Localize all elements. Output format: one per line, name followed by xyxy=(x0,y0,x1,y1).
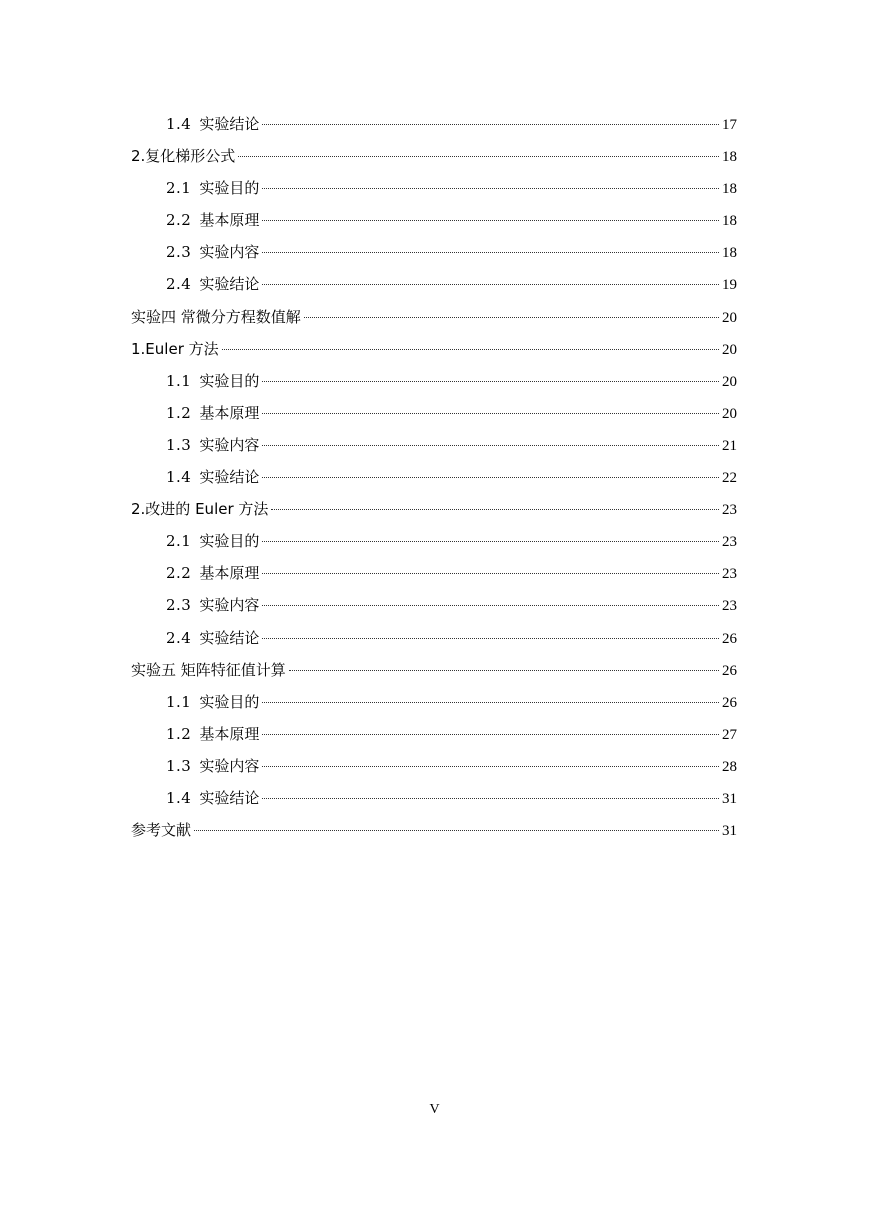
toc-entry-page-number: 18 xyxy=(722,181,737,198)
toc-entry-title: 实验内容 xyxy=(199,243,260,262)
dot-leader xyxy=(262,252,719,253)
dot-leader xyxy=(262,381,719,382)
toc-entry[interactable] xyxy=(131,589,737,621)
toc-entry-title: 基本原理 xyxy=(199,564,260,583)
page-number-footer: V xyxy=(429,1102,440,1117)
toc-entry-title: 参考文献 xyxy=(131,821,192,840)
table-of-contents xyxy=(131,108,737,846)
toc-entry[interactable] xyxy=(131,140,737,172)
toc-entry-number: 2.3 xyxy=(166,243,192,262)
dot-leader xyxy=(304,317,719,318)
toc-entry-title: 实验结论 xyxy=(199,275,260,294)
toc-entry-page-number: 23 xyxy=(722,566,737,583)
dot-leader xyxy=(194,830,719,831)
toc-entry-page-number: 31 xyxy=(722,790,737,807)
dot-leader xyxy=(262,766,719,767)
toc-entry-number: 2.2 xyxy=(166,211,192,230)
toc-entry-page-number: 21 xyxy=(722,437,737,454)
dot-leader xyxy=(262,124,719,125)
dot-leader xyxy=(262,638,719,639)
toc-entry-page-number: 26 xyxy=(722,662,737,679)
dot-leader xyxy=(262,734,719,735)
toc-entry[interactable] xyxy=(131,782,737,814)
toc-entry-title: 实验目的 xyxy=(199,371,260,390)
toc-entry-title: 实验五 矩阵特征值计算 xyxy=(131,660,286,679)
toc-entry-title: 实验内容 xyxy=(199,596,260,615)
toc-entry[interactable] xyxy=(131,718,737,750)
toc-entry-title: 基本原理 xyxy=(199,724,260,743)
toc-entry[interactable] xyxy=(131,654,737,686)
toc-entry-number: 2.1 xyxy=(166,179,192,198)
toc-entry-page-number: 27 xyxy=(722,726,737,743)
toc-entry-page-number: 22 xyxy=(722,470,737,487)
dot-leader xyxy=(289,670,719,671)
toc-entry[interactable] xyxy=(131,365,737,397)
toc-entry[interactable] xyxy=(131,108,737,140)
toc-entry-title: 2.改进的 Euler 方法 xyxy=(131,500,269,519)
toc-entry-page-number: 20 xyxy=(722,341,737,358)
dot-leader xyxy=(262,445,719,446)
toc-entry-title: 实验四 常微分方程数值解 xyxy=(131,307,301,326)
toc-entry[interactable] xyxy=(131,686,737,718)
toc-entry-title: 2.复化梯形公式 xyxy=(131,147,236,166)
toc-entry[interactable] xyxy=(131,268,737,300)
dot-leader xyxy=(262,798,719,799)
toc-entry-title: 实验目的 xyxy=(199,179,260,198)
toc-entry-number: 1.1 xyxy=(166,692,192,711)
dot-leader xyxy=(262,541,719,542)
toc-entry-page-number: 17 xyxy=(722,117,737,133)
dot-leader xyxy=(262,477,719,478)
toc-entry[interactable] xyxy=(131,301,737,333)
toc-entry-page-number: 20 xyxy=(722,405,737,422)
dot-leader xyxy=(262,284,719,285)
toc-entry-page-number: 28 xyxy=(722,758,737,775)
toc-entry-title: 实验结论 xyxy=(199,468,260,487)
toc-entry-number: 2.4 xyxy=(166,275,192,294)
toc-entry-title: 实验目的 xyxy=(199,532,260,551)
toc-entry-number: 2.1 xyxy=(166,532,192,551)
dot-leader xyxy=(262,702,719,703)
toc-entry-page-number: 18 xyxy=(722,213,737,230)
toc-entry-title: 实验结论 xyxy=(199,788,260,807)
toc-entry-title: 基本原理 xyxy=(199,211,260,230)
toc-entry[interactable] xyxy=(131,557,737,589)
dot-leader xyxy=(262,413,719,414)
toc-entry-page-number: 18 xyxy=(722,245,737,262)
toc-entry-title: 1.Euler 方法 xyxy=(131,339,219,358)
toc-entry-number: 1.2 xyxy=(166,403,192,422)
toc-entry-number: 1.4 xyxy=(166,468,192,487)
dot-leader xyxy=(271,509,719,510)
toc-entry[interactable] xyxy=(131,622,737,654)
toc-entry-number: 1.4 xyxy=(166,115,192,133)
toc-entry[interactable] xyxy=(131,429,737,461)
dot-leader xyxy=(262,188,719,189)
toc-entry-page-number: 20 xyxy=(722,309,737,326)
toc-entry-number: 1.1 xyxy=(166,371,192,390)
toc-entry-page-number: 26 xyxy=(722,630,737,647)
toc-entry[interactable] xyxy=(131,750,737,782)
toc-entry[interactable] xyxy=(131,525,737,557)
toc-entry-number: 1.3 xyxy=(166,756,192,775)
dot-leader xyxy=(262,605,719,606)
toc-entry-number: 2.4 xyxy=(166,628,192,647)
toc-entry-number: 1.4 xyxy=(166,788,192,807)
dot-leader xyxy=(262,573,719,574)
dot-leader xyxy=(238,156,719,157)
toc-entry-page-number: 23 xyxy=(722,598,737,615)
toc-entry-number: 1.2 xyxy=(166,724,192,743)
toc-entry-page-number: 18 xyxy=(722,149,737,166)
toc-entry-page-number: 20 xyxy=(722,373,737,390)
toc-entry-page-number: 31 xyxy=(722,823,737,840)
toc-entry-number: 2.3 xyxy=(166,596,192,615)
toc-entry-title: 实验目的 xyxy=(199,692,260,711)
toc-entry[interactable] xyxy=(131,814,737,846)
dot-leader xyxy=(262,220,719,221)
toc-entry-page-number: 26 xyxy=(722,694,737,711)
toc-entry-title: 实验结论 xyxy=(199,115,260,133)
toc-entry[interactable] xyxy=(131,333,737,365)
toc-entry-title: 实验内容 xyxy=(199,435,260,454)
toc-entry-title: 实验内容 xyxy=(199,756,260,775)
toc-entry-title: 基本原理 xyxy=(199,403,260,422)
toc-entry[interactable] xyxy=(131,204,737,236)
toc-entry-page-number: 19 xyxy=(722,277,737,294)
toc-entry[interactable] xyxy=(131,493,737,525)
toc-entry-number: 1.3 xyxy=(166,435,192,454)
toc-entry[interactable] xyxy=(131,397,737,429)
toc-entry-title: 实验结论 xyxy=(199,628,260,647)
toc-entry-page-number: 23 xyxy=(722,502,737,519)
toc-entry-number: 2.2 xyxy=(166,564,192,583)
toc-entry-page-number: 23 xyxy=(722,534,737,551)
toc-entry[interactable] xyxy=(131,461,737,493)
toc-entry[interactable] xyxy=(131,172,737,204)
toc-entry[interactable] xyxy=(131,236,737,268)
dot-leader xyxy=(222,349,719,350)
